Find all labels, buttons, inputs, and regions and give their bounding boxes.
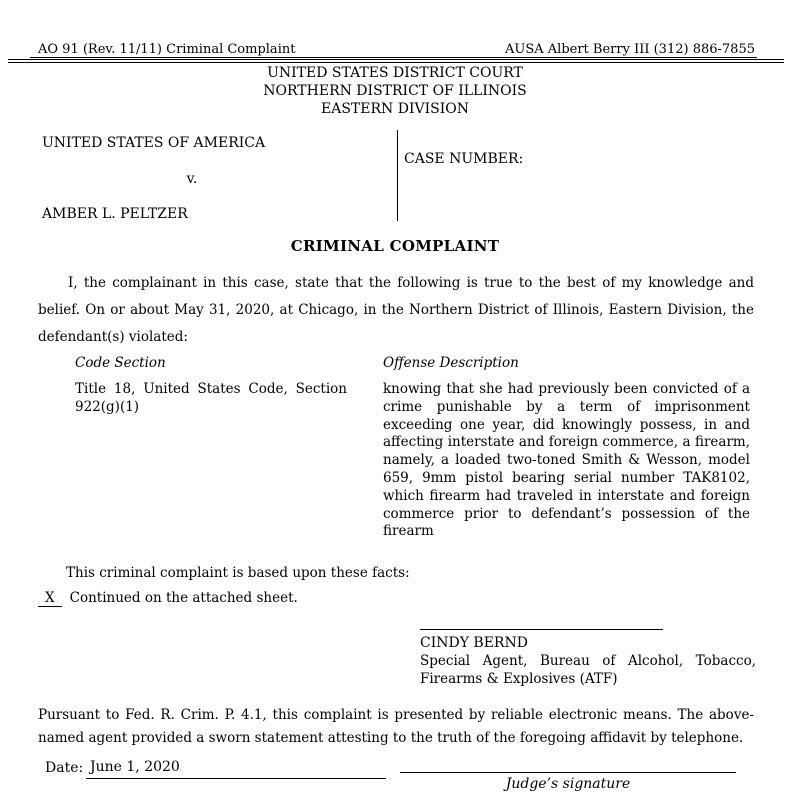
agent-signature-line [420, 629, 663, 630]
versus-label: v. [186, 171, 198, 187]
date-value: June 1, 2020 [86, 757, 386, 779]
plaintiff-name: UNITED STATES OF AMERICA [42, 135, 266, 151]
court-heading [0, 64, 790, 118]
date-label: Date: [45, 760, 84, 776]
continued-row [38, 590, 298, 607]
code-section-cell: Title 18, United States Code, Section 922(g)(1) [75, 381, 347, 415]
offense-description-header: Offense Description [383, 355, 519, 371]
form-id-label: AO 91 (Rev. 11/11) Criminal Complaint [38, 42, 296, 57]
court-division: EASTERN DIVISION [321, 101, 469, 117]
offense-description-cell: knowing that she had previously been convicted of a crime punishable by a term of imprisonment exceeding one year, did knowingly possess, in and affecting interstate and foreign commerce, a firearm, namely, a loaded two-toned Smith & Wesson, model 659, 9mm pistol bearing serial number TAK8102, which firearm had traveled in interstate and foreign commerce prior to defendant’s possession of the firearm [383, 381, 750, 540]
agent-title: Special Agent, Bureau of Alcohol, Tobacco, Firearms & Explosives (ATF) [420, 653, 756, 687]
attestation-paragraph: Pursuant to Fed. R. Crim. P. 4.1, this complaint is presented by reliable electronic means. The above-named agent provided a sworn statement attesting to the truth of the foregoing affidavit by telephone. [38, 707, 754, 746]
code-section-header: Code Section [75, 355, 166, 371]
continued-checkbox-mark: X [38, 590, 62, 607]
judge-signature-label: Judge’s signature [505, 776, 631, 792]
document-title: CRIMINAL COMPLAINT [290, 237, 500, 255]
agent-name: CINDY BERND [420, 635, 528, 651]
court-district: NORTHERN DISTRICT OF ILLINOIS [263, 83, 527, 99]
intro-paragraph: I, the complainant in this case, state that the following is true to the best of my knowledge and belief. On or about May 31, 2020, at Chicago, in the Northern District of Illinois, Eastern Division, the defendant(s) violated: [38, 275, 754, 345]
continued-label: Continued on the attached sheet. [69, 590, 298, 606]
ausa-contact: AUSA Albert Berry III (312) 886-7855 [505, 42, 755, 57]
caption-divider-line [397, 130, 398, 221]
case-number-label: CASE NUMBER: [404, 151, 524, 167]
court-name: UNITED STATES DISTRICT COURT [267, 65, 523, 81]
defendant-name: AMBER L. PELTZER [42, 206, 188, 222]
header-rule-thin [30, 57, 757, 58]
header-rule-double [8, 59, 784, 63]
facts-statement: This criminal complaint is based upon these facts: [66, 565, 410, 581]
judge-signature-line [400, 772, 736, 773]
